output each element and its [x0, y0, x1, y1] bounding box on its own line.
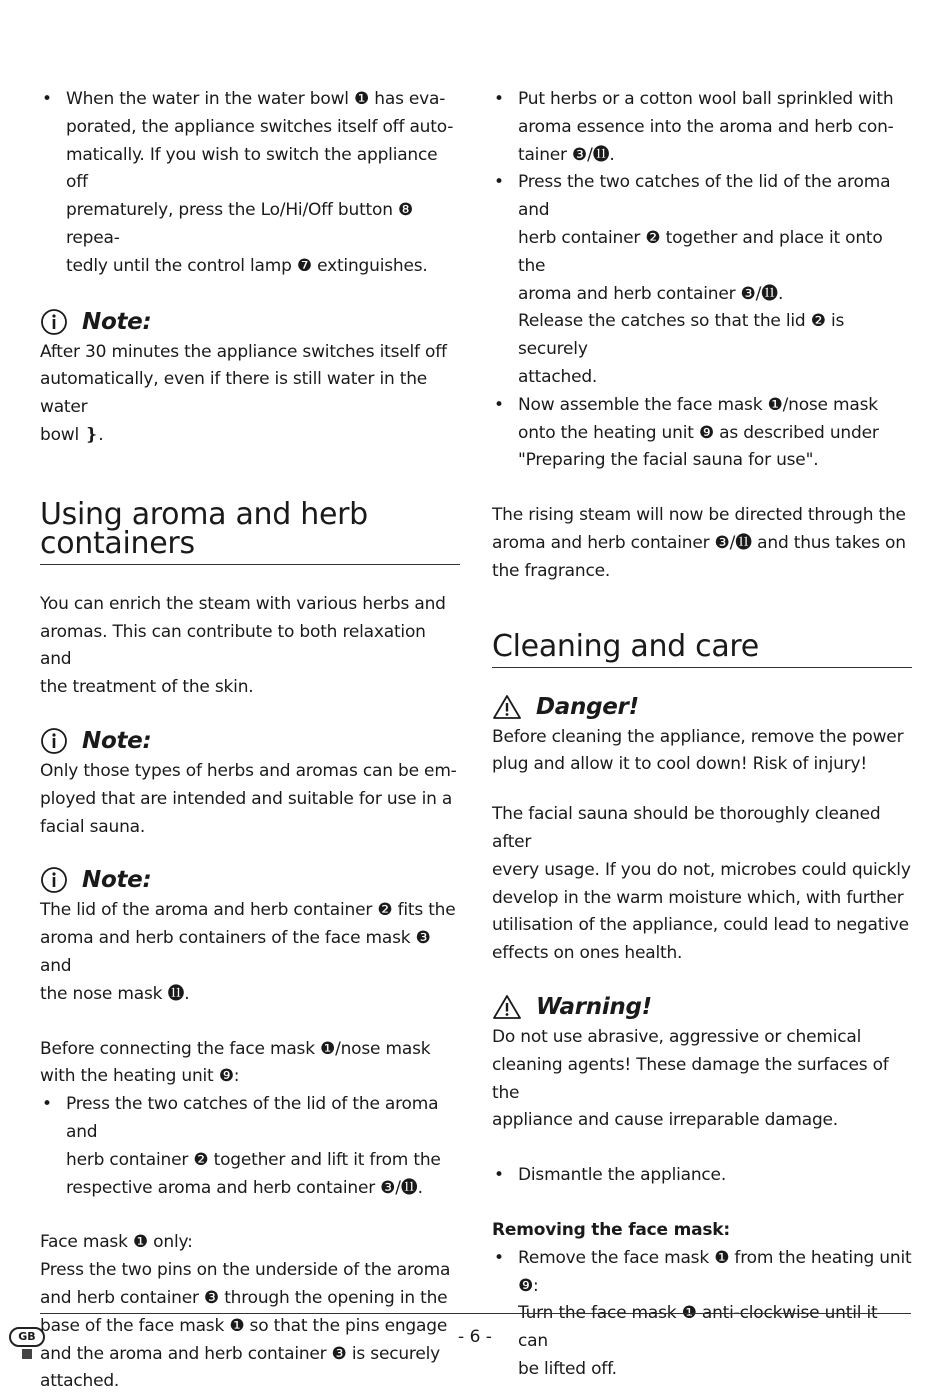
text-line: base of the face mask ❶ so that the pins engage: [40, 1315, 448, 1336]
text-line: aromas. This can contribute to both relaxation and: [40, 621, 426, 670]
bullet: •: [42, 1094, 53, 1115]
text-line: effects on ones health.: [492, 943, 683, 964]
text-line: Face mask ❶ only:: [40, 1232, 193, 1253]
text-line: and the aroma and herb container ❸ is securely: [40, 1343, 440, 1364]
info-circle-icon: [40, 866, 68, 894]
text-line: Press the two catches of the lid of the aroma and: [518, 172, 891, 221]
text-line: be lifted off.: [518, 1358, 617, 1379]
language-badge: GB: [9, 1327, 45, 1347]
text-line: aroma and herb container ❸/⓫ and thus takes on: [492, 532, 906, 553]
bullet: •: [42, 89, 53, 109]
text-line: Release the catches so that the lid ❷ is securely: [518, 311, 845, 360]
text-line: onto the heating unit ❾ as described under: [518, 422, 879, 443]
text-line: plug and allow it to cool down! Risk of injury!: [492, 754, 867, 775]
text-line: every usage. If you do not, microbes could quickly: [492, 859, 911, 880]
text-line: aroma essence into the aroma and herb con-: [518, 116, 894, 137]
warning-triangle-icon: [492, 693, 522, 721]
info-circle-icon: [40, 727, 68, 755]
text-line: Press the two pins on the underside of the aroma: [40, 1260, 451, 1281]
info-circle-icon: [40, 308, 68, 336]
danger-heading: [492, 690, 912, 724]
footer-divider: [40, 1313, 911, 1314]
text-line: Press the two catches of the lid of the aroma and: [66, 1094, 439, 1142]
note-title: Note:: [82, 727, 152, 754]
text-line: porated, the appliance switches itself off auto-: [66, 116, 454, 137]
text-line: Before cleaning the appliance, remove the power: [492, 726, 904, 747]
list-item: [492, 1245, 912, 1384]
bullet: •: [494, 1247, 505, 1268]
text-line: "Preparing the facial sauna for use".: [518, 450, 819, 471]
danger-title: Danger!: [536, 693, 639, 720]
text-line: the treatment of the skin.: [40, 677, 254, 698]
list-item: [492, 169, 912, 391]
bullet: •: [494, 172, 505, 193]
bullet: •: [494, 1165, 505, 1186]
list-item: [40, 86, 460, 281]
text-line: attached.: [40, 1371, 120, 1392]
left-column: [40, 86, 460, 1396]
text-line: After 30 minutes the appliance switches itself off: [40, 341, 447, 362]
subheading: Removing the face mask:: [492, 1219, 730, 1240]
text-line: appliance and cause irreparable damage.: [492, 1110, 839, 1131]
warning-triangle-icon: [492, 993, 522, 1021]
warning-heading: [492, 990, 912, 1024]
section-heading: Cleaning and care: [492, 632, 912, 668]
text-line: the fragrance.: [492, 560, 611, 581]
note-heading: [40, 305, 460, 339]
bullet: •: [494, 394, 505, 415]
text-line: the nose mask ⓫.: [40, 983, 190, 1004]
text-line: aroma and herb container ❸/⓫.: [518, 283, 784, 304]
text-line: Dismantle the appliance.: [518, 1165, 727, 1186]
right-column: [492, 86, 912, 1384]
text-line: ployed that are intended and suitable for use in a: [40, 788, 453, 809]
text-line: bowl ❵.: [40, 424, 104, 445]
language-tab-marker: [22, 1349, 32, 1359]
bullet: •: [494, 89, 505, 109]
text-line: and herb container ❸ through the opening in the: [40, 1287, 448, 1308]
note-title: Note:: [82, 308, 152, 335]
text-line: with the heating unit ❾:: [40, 1066, 240, 1087]
heading-line: containers: [40, 525, 195, 561]
text-line: utilisation of the appliance, could lead to negative: [492, 915, 909, 936]
warning-title: Warning!: [536, 993, 652, 1020]
list-item: [492, 1162, 912, 1190]
text-line: herb container ❷ together and place it onto the: [518, 227, 883, 276]
text-line: respective aroma and herb container ❸/⓫.: [66, 1177, 423, 1198]
page-number: - 6 -: [458, 1327, 492, 1347]
text-line: tedly until the control lamp ❼ extinguishes.: [66, 255, 428, 276]
text-line: Only those types of herbs and aromas can be em-: [40, 760, 457, 781]
text-line: facial sauna.: [40, 816, 146, 837]
text-line: Turn the face mask ❶ anti-clockwise until it can: [518, 1303, 878, 1352]
text-line: The rising steam will now be directed through the: [492, 505, 906, 526]
note-heading: [40, 724, 460, 758]
text-line: attached.: [518, 366, 598, 387]
text-line: The facial sauna should be thoroughly cleaned after: [492, 804, 881, 852]
text-line: prematurely, press the Lo/Hi/Off button ❽ repea-: [66, 200, 414, 248]
text-line: automatically, even if there is still water in the water: [40, 369, 428, 418]
text-line: aroma and herb containers of the face mask ❸ and: [40, 928, 431, 976]
section-heading: [40, 496, 460, 565]
text-line: Do not use abrasive, aggressive or chemical: [492, 1026, 862, 1047]
note-title: Note:: [82, 867, 152, 894]
text-line: Now assemble the face mask ❶/nose mask: [518, 394, 878, 415]
text-line: You can enrich the steam with various herbs and: [40, 593, 446, 614]
text-line: herb container ❷ together and lift it from the: [66, 1149, 441, 1170]
text-line: Remove the face mask ❶ from the heating unit ❾:: [518, 1247, 912, 1296]
text-line: develop in the warm moisture which, with further: [492, 887, 904, 908]
text-line: tainer ❸/⓫.: [518, 144, 615, 165]
heading-line: Using aroma and herb: [40, 496, 368, 532]
text-line: Put herbs or a cotton wool ball sprinkled with: [518, 89, 894, 109]
text-line: cleaning agents! These damage the surfaces of the: [492, 1054, 889, 1103]
list-item: [492, 392, 912, 475]
list-item: [492, 86, 912, 169]
list-item: [40, 1091, 460, 1202]
text-line: The lid of the aroma and herb container ❷ fits the: [40, 900, 456, 921]
note-heading: [40, 863, 460, 897]
text-line: Before connecting the face mask ❶/nose mask: [40, 1038, 431, 1059]
text-line: matically. If you wish to switch the appliance off: [66, 144, 438, 193]
text-line: When the water in the water bowl ❶ has eva-: [66, 89, 446, 109]
